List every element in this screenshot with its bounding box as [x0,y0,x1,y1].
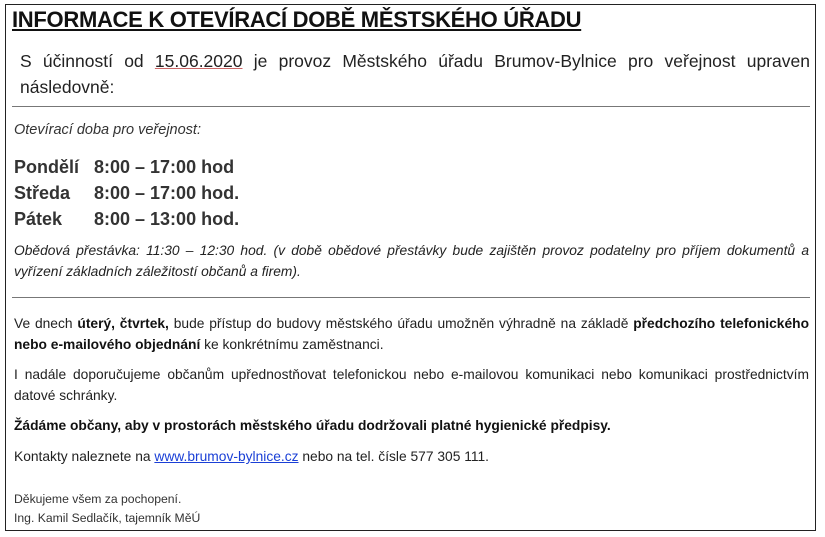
hours-row-wednesday [14,180,239,206]
recommendation-paragraph: I nadále doporučujeme občanům upřednostňovat telefonickou nebo e-mailovou komunikaci nebo komunikaci prostřednictvím datové schránky. [14,367,809,403]
contacts-paragraph [14,446,809,467]
access-text: ke konkrétnímu zaměstnanci. [200,337,384,352]
booking-requirement: předchozího telefonického nebo e-mailového objednání [14,316,810,352]
day-label: Pátek [14,208,63,229]
signature-text: Ing. Kamil Sedlačík, tajemník MěÚ [14,511,201,525]
divider [12,297,810,298]
time-range: 8:00 – 17:00 hod. [94,182,240,203]
thanks-text: Děkujeme všem za pochopení. [14,492,182,506]
access-paragraph [14,313,809,355]
access-text: Ve dnech [14,316,78,331]
intro-text-end: je provoz Městského úřadu Brumov-Bylnice pro veřejnost upraven následovně: [20,51,810,97]
intro-text-start: S účinností od [20,51,155,71]
contacts-text: Kontakty naleznete na [14,449,155,464]
access-days: úterý, čtvrtek, [77,316,169,331]
contacts-phone-text: nebo na tel. čísle 577 305 111. [298,449,490,464]
intro-paragraph [20,48,810,100]
opening-hours-heading: Otevírací doba pro veřejnost: [14,122,201,138]
hours-row-monday [14,154,239,180]
effective-date: 15.06.2020 [154,51,243,71]
lunch-break-note: Obědová přestávka: 11:30 – 12:30 hod. (v době obědové přestávky bude zajištěn provoz podatelny pro příjem dokumentů a vyřízení základních záležitostí občanů a firem). [14,243,809,279]
website-link[interactable]: www.brumov-bylnice.cz [154,449,299,464]
page-title: INFORMACE K OTEVÍRACÍ DOBĚ MĚSTSKÉHO ÚŘADU [12,7,582,32]
hours-row-friday [14,206,239,232]
signoff [14,490,200,528]
hygiene-paragraph: Žádáme občany, aby v prostorách městského úřadu dodržovali platné hygienické předpisy. [14,418,611,433]
time-range: 8:00 – 13:00 hod. [94,208,240,229]
day-label: Středa [14,182,71,203]
opening-hours-list [14,154,239,232]
day-label: Pondělí [14,156,80,177]
time-range: 8:00 – 17:00 hod [94,156,235,177]
divider [12,106,810,107]
access-text: bude přístup do budovy městského úřadu umožněn výhradně na základě [168,316,634,331]
